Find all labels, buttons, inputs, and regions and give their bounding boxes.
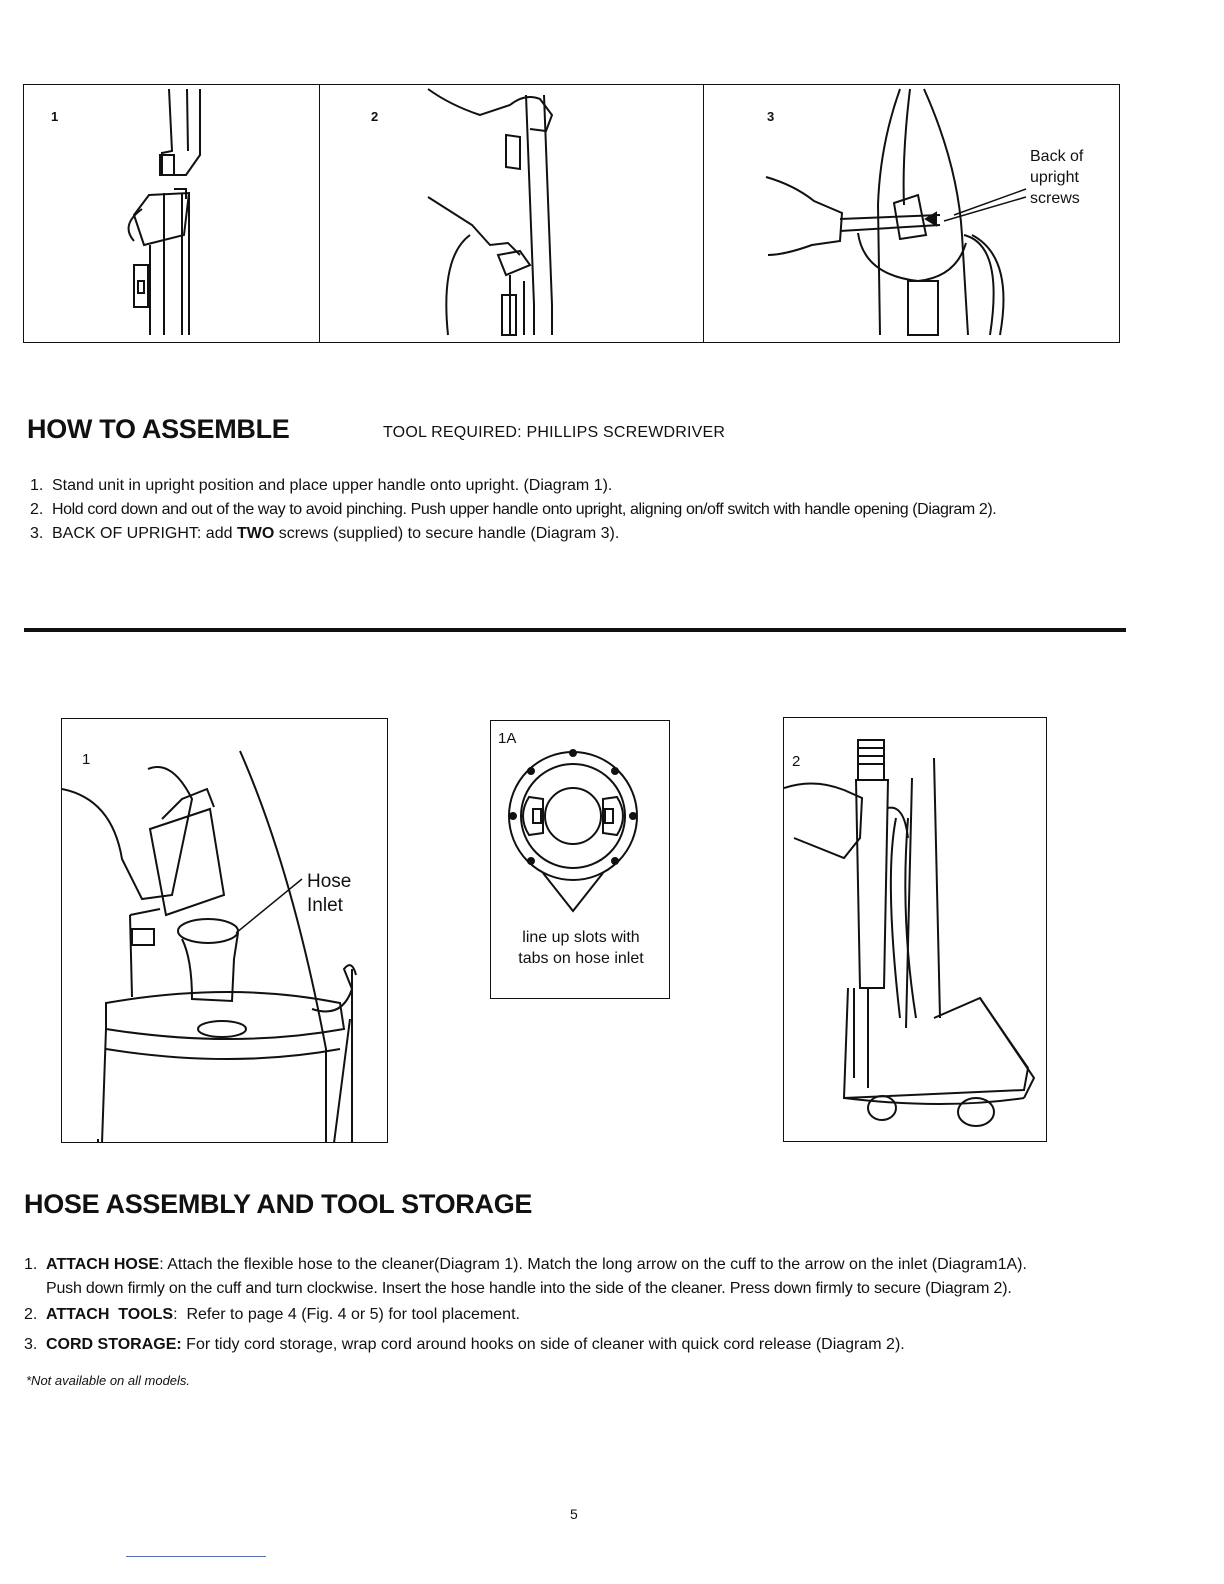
assembly-diagram-2 <box>319 84 705 343</box>
step-text: Attach the flexible hose to the cleaner(Diagram 1). Match the long arrow on the cuff to the arrow on the inlet (Diagram1A). <box>163 1256 1027 1273</box>
step-separator: : <box>159 1256 164 1273</box>
section-divider <box>24 628 1126 632</box>
step-label: ATTACH TOOLS <box>46 1306 174 1323</box>
back-of-upright-screws-callout <box>1030 146 1083 209</box>
step-text: For tidy cord storage, wrap cord around hooks on side of cleaner with quick cord release (Diagram 2). <box>181 1336 905 1353</box>
step-number: 3. <box>24 1336 38 1353</box>
step-text-continued: Push down firmly on the cuff and turn clockwise. Insert the hose handle into the side of the cleaner. Press down firmly to secure (Diagram 2). <box>46 1280 1012 1297</box>
step-number: 2. <box>30 501 44 518</box>
callout-line: Back of <box>1030 148 1084 165</box>
tool-required-text: TOOL REQUIRED: PHILLIPS SCREWDRIVER <box>383 424 726 441</box>
page-number: 5 <box>570 1506 578 1522</box>
line-up-slots-caption <box>491 927 670 969</box>
assembly-step <box>30 498 1180 522</box>
diagram-number: 1 <box>82 751 91 768</box>
callout-line: upright <box>1030 169 1079 186</box>
callout-line: screws <box>1030 190 1080 207</box>
diagram-number: 3 <box>767 109 775 124</box>
assembly-diagram-3 <box>703 84 1120 343</box>
hose-step <box>24 1303 1214 1327</box>
caption-line: tabs on hose inlet <box>518 950 644 967</box>
assembly-steps <box>30 474 1180 546</box>
step-number: 2. <box>24 1306 38 1323</box>
hose-diagram-1a <box>490 720 670 999</box>
step-text: Stand unit in upright position and place upper handle onto upright. (Diagram 1). <box>52 477 613 494</box>
hose-storage-upright-illustration <box>784 718 1047 1142</box>
step-label: ATTACH HOSE <box>46 1256 160 1273</box>
handle-upright-illustration <box>24 85 321 343</box>
step-number: 3. <box>30 525 44 542</box>
hose-inlet-illustration <box>62 719 388 1143</box>
how-to-assemble-heading: HOW TO ASSEMBLE <box>27 414 290 444</box>
step-label: CORD STORAGE: <box>46 1336 182 1353</box>
hand-pushing-handle-illustration <box>320 85 705 343</box>
hose-diagram-2 <box>783 717 1047 1142</box>
step-text: Refer to page 4 (Fig. 4 or 5) for tool placement. <box>177 1306 520 1323</box>
step-number: 1. <box>30 477 44 494</box>
diagram-number: 1 <box>51 109 59 124</box>
hose-diagram-1 <box>61 718 388 1143</box>
hose-step <box>24 1253 1214 1301</box>
step-separator: : <box>173 1306 178 1323</box>
step-emphasis: TWO <box>236 525 275 542</box>
callout-line: Inlet <box>307 895 343 916</box>
step-text: Hold cord down and out of the way to avoid pinching. Push upper handle onto upright, aligning on/off switch with handle opening (Diagram 2). <box>52 501 997 518</box>
caption-line: line up slots with <box>522 929 640 946</box>
step-text: screws (supplied) to secure handle (Diagram 3). <box>274 525 620 542</box>
step-number: 1. <box>24 1256 38 1273</box>
assembly-step <box>30 474 1180 498</box>
callout-line: Hose <box>307 871 352 892</box>
diagram-number: 2 <box>371 109 379 124</box>
bottom-line <box>126 1556 266 1557</box>
hose-inlet-callout <box>307 870 351 918</box>
assembly-diagram-1 <box>23 84 321 343</box>
hose-assembly-steps <box>24 1253 1214 1357</box>
diagram-number: 2 <box>792 753 801 770</box>
availability-footnote: *Not available on all models. <box>26 1373 191 1388</box>
diagram-number: 1A <box>498 730 517 747</box>
hose-assembly-heading: HOSE ASSEMBLY AND TOOL STORAGE <box>24 1189 533 1219</box>
assembly-step <box>30 522 1180 546</box>
screwdriver-upright-illustration <box>704 85 1120 343</box>
hose-step <box>24 1333 1214 1357</box>
step-text: BACK OF UPRIGHT: add <box>52 525 237 542</box>
